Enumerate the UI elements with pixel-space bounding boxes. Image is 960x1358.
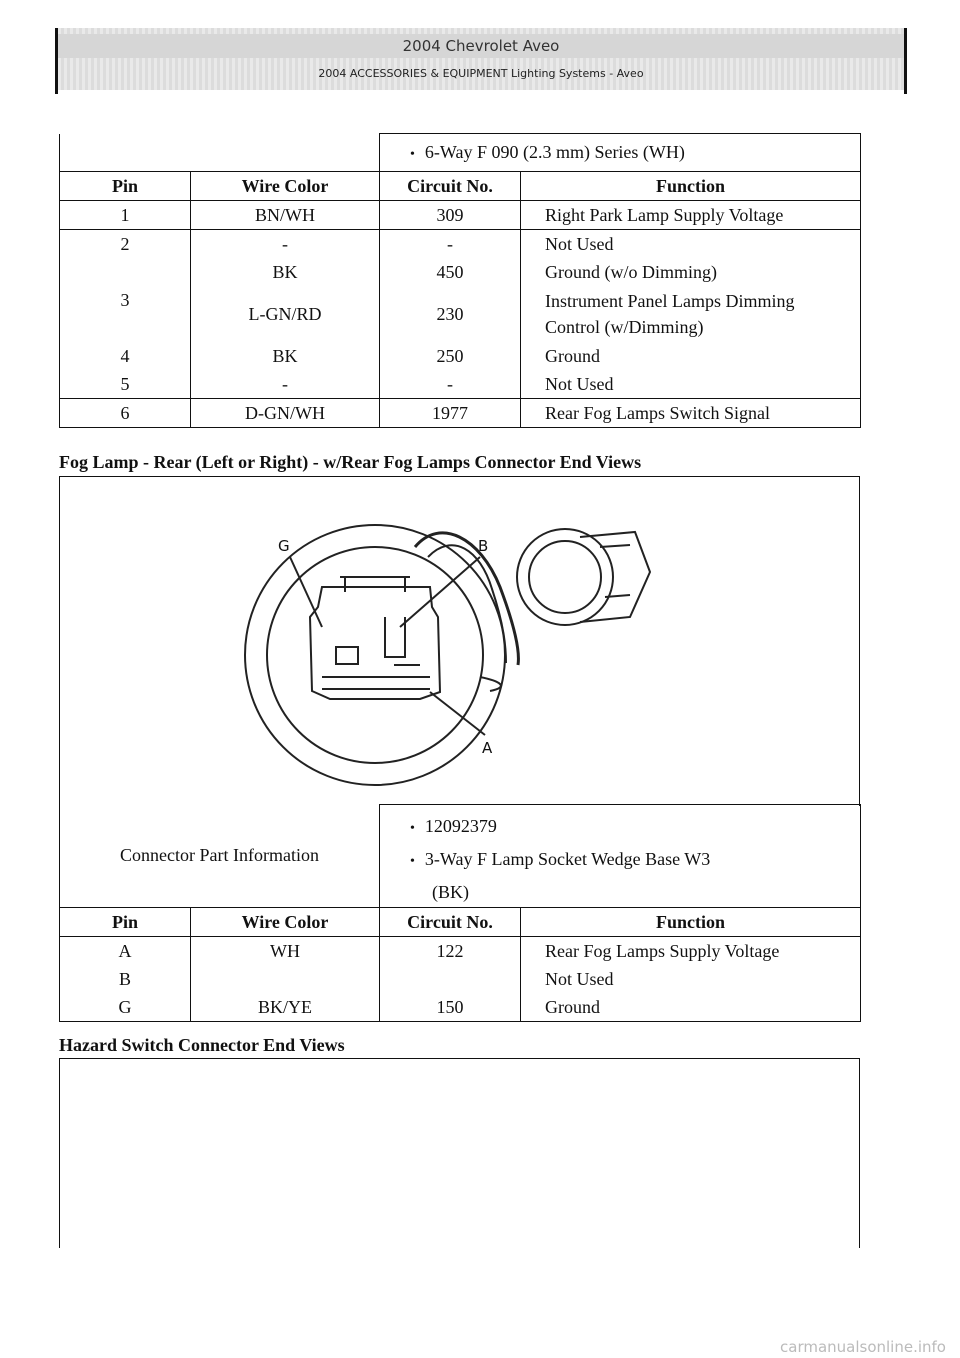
function-cell: Ground xyxy=(521,342,861,370)
header-left-rule xyxy=(55,28,58,94)
label-a: A xyxy=(482,739,493,757)
section-caption-fog-lamp: Fog Lamp - Rear (Left or Right) - w/Rear Fog Lamps Connector End Views xyxy=(59,452,642,472)
circuit-cell: - xyxy=(380,230,521,259)
fog-lamp-socket-illustration xyxy=(60,477,861,807)
socket-side-view-inner xyxy=(529,541,601,613)
pin-cell: 4 xyxy=(60,342,191,370)
footer-watermark: carmanualsonline.info xyxy=(780,1338,946,1356)
wire-cell xyxy=(191,965,380,993)
circuit-cell: 230 xyxy=(380,286,521,342)
circuit-cell: - xyxy=(380,370,521,399)
connector-table-1 xyxy=(59,133,861,428)
connector-table-2 xyxy=(59,804,861,1022)
table1-info-bullet: • 6-Way F 090 (2.3 mm) Series (WH) xyxy=(410,142,685,162)
table-row xyxy=(60,370,861,399)
circuit-cell: 450 xyxy=(380,258,521,286)
part-number-bullet: • 12092379 xyxy=(410,816,497,836)
wire-cell: BK xyxy=(191,258,380,286)
circuit-cell: 150 xyxy=(380,993,521,1022)
table1-header-function: Function xyxy=(521,172,861,201)
table1-info-spacer xyxy=(60,134,380,172)
pin-cell: 1 xyxy=(60,201,191,230)
function-cell: Ground (w/o Dimming) xyxy=(521,258,861,286)
pin-cell: 3 xyxy=(60,258,191,342)
wire-cell: BK xyxy=(191,342,380,370)
function-cell: Not Used xyxy=(521,230,861,259)
function-cell: Rear Fog Lamps Switch Signal xyxy=(521,399,861,428)
circuit-cell: 309 xyxy=(380,201,521,230)
function-line-1: Instrument Panel Lamps Dimming xyxy=(545,291,795,311)
table1-info-cell xyxy=(380,134,861,172)
wire-cell: BN/WH xyxy=(191,201,380,230)
leader-b xyxy=(400,557,480,627)
part-desc-continued: (BK) xyxy=(432,882,470,902)
function-cell: Rear Fog Lamps Supply Voltage xyxy=(521,937,861,966)
wire-cell: D-GN/WH xyxy=(191,399,380,428)
connector-end-view-diagram xyxy=(59,476,860,806)
pin-cell: B xyxy=(60,965,191,993)
label-b: B xyxy=(478,537,489,555)
socket-side-ribs xyxy=(600,545,630,597)
table2-header-circuit: Circuit No. xyxy=(380,908,521,937)
leader-a xyxy=(430,692,485,735)
label-g: G xyxy=(278,537,290,555)
table-row xyxy=(60,399,861,428)
function-cell: Right Park Lamp Supply Voltage xyxy=(521,201,861,230)
header-right-rule xyxy=(904,28,907,94)
terminal-b xyxy=(385,617,405,657)
wire-hook xyxy=(480,677,501,691)
wire-cell: BK/YE xyxy=(191,993,380,1022)
socket-outer-ring xyxy=(245,525,505,785)
table-row xyxy=(60,937,861,966)
header-title: 2004 Chevrolet Aveo xyxy=(58,34,904,58)
table-row xyxy=(60,258,861,286)
table-row xyxy=(60,230,861,259)
table2-header-wire: Wire Color xyxy=(191,908,380,937)
function-cell: Ground xyxy=(521,993,861,1022)
part-desc-bullet: • 3-Way F Lamp Socket Wedge Base W3 xyxy=(410,849,710,869)
table-row xyxy=(60,201,861,230)
pin-cell: 5 xyxy=(60,370,191,399)
part-info-cell xyxy=(380,805,861,908)
table1-header-circuit: Circuit No. xyxy=(380,172,521,201)
part-info-label: Connector Part Information xyxy=(60,805,380,908)
wire-cell: L-GN/RD xyxy=(191,286,380,342)
circuit-cell: 1977 xyxy=(380,399,521,428)
section-caption-hazard-switch: Hazard Switch Connector End Views xyxy=(59,1035,345,1055)
circuit-cell: 250 xyxy=(380,342,521,370)
socket-top-tab xyxy=(340,577,410,592)
pin-cell: A xyxy=(60,937,191,966)
function-line-2: Control (w/Dimming) xyxy=(545,317,704,337)
table-row xyxy=(60,993,861,1022)
pin-cell: G xyxy=(60,993,191,1022)
socket-housing xyxy=(310,587,440,699)
leader-g xyxy=(290,557,322,627)
hazard-switch-diagram-box xyxy=(59,1058,860,1248)
wire-cell: WH xyxy=(191,937,380,966)
wire-cell: - xyxy=(191,230,380,259)
table1-header-wire: Wire Color xyxy=(191,172,380,201)
table-row xyxy=(60,342,861,370)
table2-header-function: Function xyxy=(521,908,861,937)
pin-cell: 6 xyxy=(60,399,191,428)
function-cell: Not Used xyxy=(521,965,861,993)
header-subtitle: 2004 ACCESSORIES & EQUIPMENT Lighting Systems - Aveo xyxy=(318,67,644,80)
socket-side-view xyxy=(517,529,613,625)
terminal-g xyxy=(336,647,358,664)
table1-header-pin: Pin xyxy=(60,172,191,201)
circuit-cell xyxy=(380,965,521,993)
circuit-cell: 122 xyxy=(380,937,521,966)
table-row xyxy=(60,965,861,993)
function-cell: Not Used xyxy=(521,370,861,399)
function-cell xyxy=(521,286,861,342)
document-header xyxy=(58,28,904,94)
pin-cell: 2 xyxy=(60,230,191,259)
table2-header-pin: Pin xyxy=(60,908,191,937)
wire-cell: - xyxy=(191,370,380,399)
